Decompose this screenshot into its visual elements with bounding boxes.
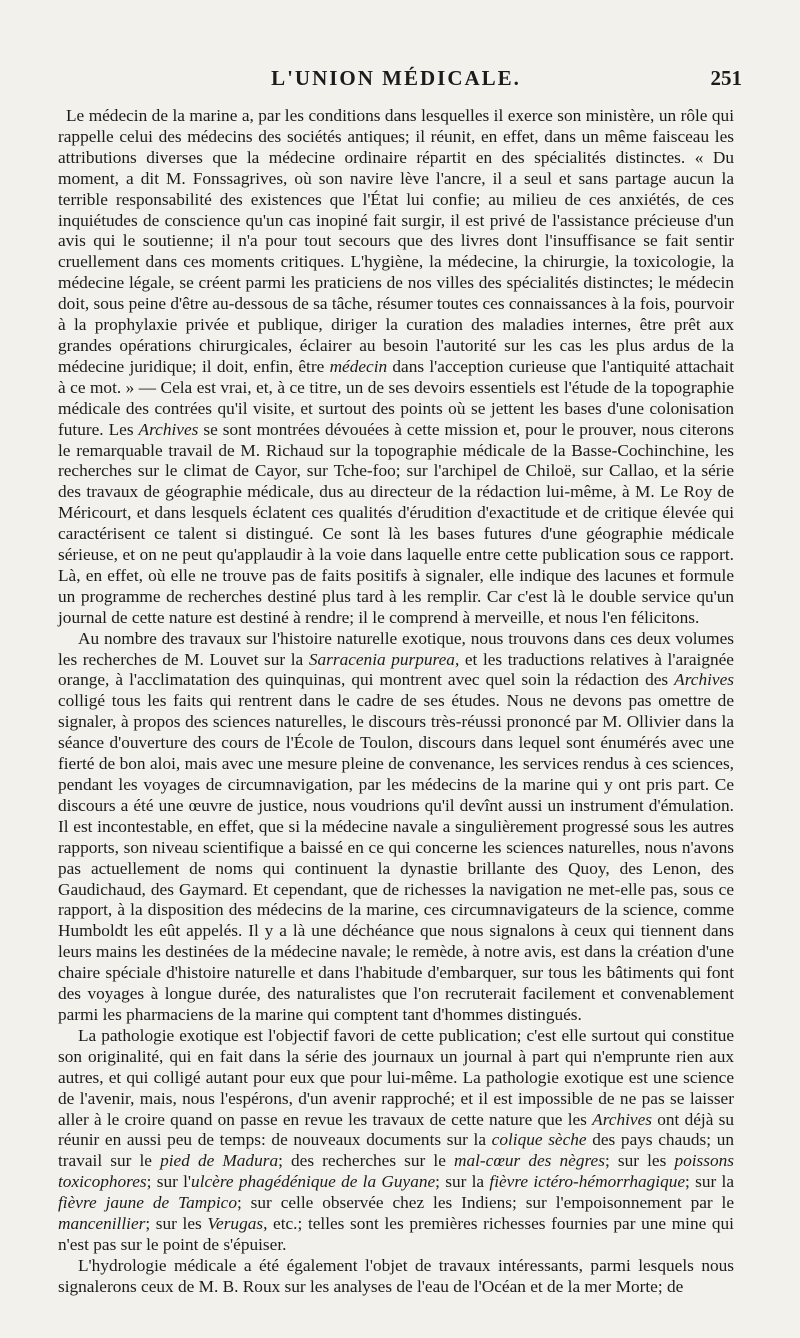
text-run: se sont montrées dévouées à cette mission et, pour le prouver, nous citerons le remarquable travail de M. Richaud sur la topographie médicale de la Basse-Cochinchine, les recherches sur le climat de Cayor, sur Tche-foo; sur l'archipel de Chiloë, sur Callao, et la série des travaux de géographie médicale, dus au directeur de la rédaction lui-même, à M. Le Roy de Méricourt, et dans lesquels éclatent ces qualités d'érudition d'exactitude et de critique élevée qui caractérisent ce talent si distingué. Ce sont là les bases futures d'une géographie médicale sérieuse, et on ne peut qu'applaudir à la voie dans laquelle entre cette publication sous ce rapport. Là, en effet, où elle ne trouve pas de faits positifs à signaler, elle indique des lacunes et formule un programme de recherches destiné plus tard à les remplir. Car c'est là le double service qu'un journal de cette nature est destiné à rendre; il le comprend à merveille, et nous l'en félicitons.	[58, 419, 734, 627]
paragraph	[58, 1256, 734, 1298]
paragraph	[58, 629, 734, 1026]
italic-text-run: mancenillier	[58, 1214, 146, 1234]
paragraph	[58, 1026, 734, 1256]
italic-text-run: pied de Madura	[160, 1151, 279, 1171]
italic-text-run: Archives	[674, 670, 734, 690]
italic-text-run: Sarracenia purpurea	[308, 649, 455, 669]
text-run: dans l'acception curieuse que l'antiquité attachait à ce mot. » — Cela est vrai, et, à ce titre, un de ses devoirs essentiels est l'étude de la topographie médicale des contrées qu'il visite, et surtout des points où se jettent les bases d'une colonisation future. Les	[58, 356, 734, 439]
italic-text-run: Archives	[592, 1109, 652, 1129]
italic-text-run: mal-cœur des nègres	[454, 1151, 605, 1171]
page-number: 251	[710, 66, 742, 90]
text-run: ont déjà su réunir en aussi peu de temps: de nouveaux documents sur la	[58, 1109, 734, 1150]
text-run: ; sur les	[145, 1214, 208, 1234]
text-run: ; sur la	[435, 1172, 490, 1192]
text-run: , etc.; telles sont les premières richesses fournies par une mine qui n'est pas sur le point de s'épuiser.	[58, 1214, 734, 1254]
text-run: Le médecin de la marine a, par les conditions dans lesquelles il exerce son ministère, un rôle qui rappelle celui des médecins des sociétés antiques; il réunit, en effet, dans un même faisceau les attributions diverses que la médecine ordinaire répartit en des spécialités distinctes. « Du moment, a dit M. Fonssagrives, où son navire lève l'ancre, il a seul et sans partage aucun la terrible responsabilité des existences que l'État lui confie; au milieu de ces anxiétés, de ces inquiétudes de conscience qu'un cas inopiné fait surgir, il est privé de l'assistance précieuse d'un avis qui le soutienne; il n'a pour tout secours que des livres dont l'insuffisance se fait sentir cruellement dans ces moments critiques. L'hygiène, la médecine, la chirurgie, la toxicologie, la médecine légale, se créent parmi les praticiens de nos villes des spécialités distinctes; le médecin doit, sous peine d'être au-dessous de sa tâche, résumer toutes ces connaissances à la fois, pourvoir à la prophylaxie privée et publique, diriger la curation des maladies internes, être prêt aux grandes opérations chirurgicales, éclairer au besoin l'autorité sur les cas les plus ardus de la médecine juridique; il doit, enfin, être	[58, 106, 734, 376]
text-run: colligé tous les faits qui rentrent dans le cadre de ses études. Nous ne devons pas omettre de signaler, à propos des sciences naturelles, le discours très-réussi prononcé par M. Ollivier dans la séance d'ouverture des cours de l'École de Toulon, discours dans lequel sont énumérés avec une fierté de bon aloi, mais avec une mesure pleine de convenance, les services rendus à ces sciences, pendant les voyages de circumnavigation, par les médecins de la marine qui y ont pris part. Ce discours a été une œuvre de justice, nous voudrions qu'il devînt aussi un instrument d'émulation. Il est incontestable, en effet, que si la médecine navale a singulièrement progressé sous les autres rapports, son niveau scientifique a baissé en ce qui concerne les sciences naturelles, nous n'avons pas actuellement de noms qui continuent la dynastie brillante des Quoy, des Lenon, des Gaudichaud, des Gaymard. Et cependant, que de richesses la navigation ne met-elle pas, sous ce rapport, à la disposition des médecins de la marine, ces circumnavigateurs de la science, comme Humboldt les eût appelés. Il y a là une déchéance que nous signalons à ceux qui tiennent dans leurs mains les destinées de la médecine navale; le remède, à notre avis, est dans la création d'une chaire spéciale d'histoire naturelle et dans l'habitude d'embarquer, sur tous les bâtiments qui font des voyages à longue durée, des naturalistes que l'on recruterait facilement et convenablement parmi les pharmaciens de la marine qui comptent tant d'hommes distingués.	[58, 691, 734, 1024]
text-run: , et les traductions relatives à l'araignée orange, à l'acclimatation des quinquinas, qui montrent avec quel soin la rédaction des	[58, 649, 734, 690]
text-run: ; sur les	[604, 1151, 675, 1171]
text-run: des pays chauds; un travail sur le	[58, 1130, 734, 1171]
italic-text-run: ulcère phagédénique de la Guyane	[191, 1172, 436, 1192]
text-run: ; sur la	[685, 1172, 735, 1192]
text-run: ; des recherches sur le	[278, 1151, 454, 1171]
italic-text-run: colique sèche	[491, 1130, 587, 1150]
italic-text-run: fièvre ictéro-hémorrhagique	[489, 1172, 686, 1192]
italic-text-run: Verugas	[207, 1214, 264, 1234]
italic-text-run: fièvre jaune de Tampico	[58, 1193, 237, 1213]
text-run: ; sur l'	[146, 1172, 192, 1192]
paragraph	[58, 106, 734, 629]
text-run: Au nombre des travaux sur l'histoire naturelle exotique, nous trouvons dans ces deux volumes les recherches de M. Louvet sur la	[58, 628, 734, 669]
italic-text-run: Archives	[138, 419, 199, 439]
page-header	[58, 62, 742, 106]
italic-text-run: poissons toxicophores	[58, 1151, 734, 1192]
italic-text-run: médecin	[329, 356, 388, 376]
running-title: L'UNION MÉDICALE.	[271, 66, 521, 90]
body-text	[58, 106, 734, 1298]
text-run: ; sur celle observée chez les Indiens; sur l'empoisonnement par le	[236, 1193, 735, 1213]
text-run: La pathologie exotique est l'objectif favori de cette publication; c'est elle surtout qui constitue son originalité, qui en fait dans la série des journaux un journal à part qui n'emprunte rien aux autres, et qui colligé autant pour eux que pour lui-même. La pathologie exotique est une science de l'avenir, mais, nous l'espérons, d'un avenir rapproché; et il est impossible de ne pas se laisser aller à le croire quand on passe en revue les travaux de cette nature que les	[58, 1025, 734, 1129]
text-run: L'hydrologie médicale a été également l'objet de travaux intéressants, parmi lesquels nous signalerons ceux de M. B. Roux sur les analyses de l'eau de l'Océan et de la mer Morte; de	[58, 1255, 734, 1296]
